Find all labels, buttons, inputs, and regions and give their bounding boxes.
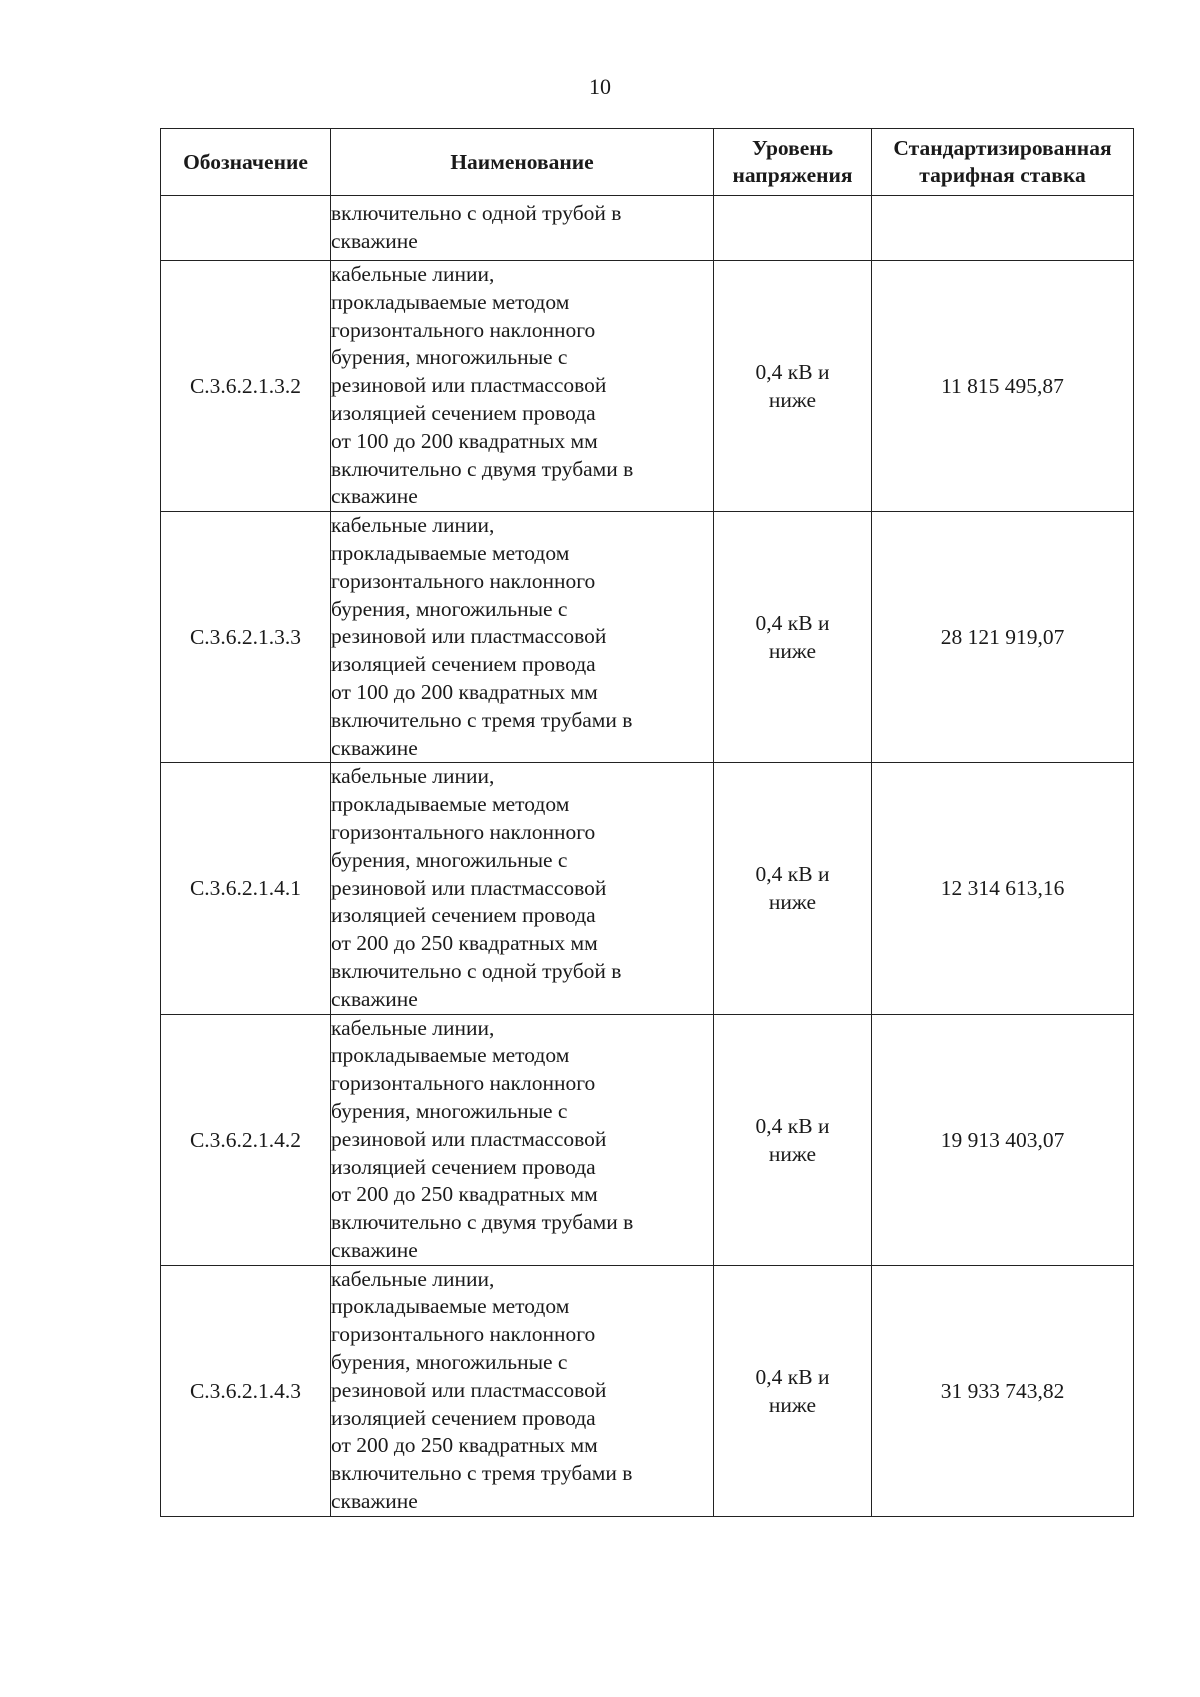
name-line: скважине <box>331 1489 418 1514</box>
name-line: горизонтального наклонного <box>331 568 596 593</box>
name-line: скважине <box>331 735 418 760</box>
name-line: от 100 до 200 квадратных мм <box>331 679 598 704</box>
name-line: от 200 до 250 квадратных мм <box>331 931 598 956</box>
continuation-code-cell <box>161 196 331 261</box>
voltage-level-cell <box>714 1265 872 1516</box>
name-line: изоляцией сечением провода <box>331 1154 596 1179</box>
name-line: скважине <box>331 484 418 509</box>
continuation-name-cell <box>331 196 714 261</box>
name-line: резиновой или пластмассовой <box>331 373 607 398</box>
code-cell: С.3.6.2.1.4.1 <box>161 763 331 1014</box>
voltage-level-line: 0,4 кВ и <box>755 1364 830 1389</box>
header-voltage-level-line2: напряжения <box>732 163 853 187</box>
name-line: резиновой или пластмассовой <box>331 624 607 649</box>
name-cell <box>331 1014 714 1265</box>
table-row <box>161 1265 1134 1516</box>
name-line: изоляцией сечением провода <box>331 903 596 928</box>
page-number: 10 <box>589 74 611 99</box>
header-tariff-rate-line1: Стандартизированная <box>893 136 1112 160</box>
header-name: Наименование <box>331 129 714 196</box>
name-line: от 200 до 250 квадратных мм <box>331 1433 598 1458</box>
name-line: изоляцией сечением провода <box>331 400 596 425</box>
name-line: бурения, многожильные с <box>331 596 568 621</box>
name-line: прокладываемые методом <box>331 289 570 314</box>
tariff-rate-cell: 19 913 403,07 <box>872 1014 1134 1265</box>
name-line: горизонтального наклонного <box>331 1071 596 1096</box>
header-tariff-rate-line2: тарифная ставка <box>919 163 1086 187</box>
name-line: бурения, многожильные с <box>331 847 568 872</box>
name-line: кабельные линии, <box>331 764 495 789</box>
name-line: кабельные линии, <box>331 1015 495 1040</box>
code-cell: С.3.6.2.1.4.2 <box>161 1014 331 1265</box>
name-line: изоляцией сечением провода <box>331 652 596 677</box>
name-line: включительно с одной трубой в <box>331 958 622 983</box>
name-line: включительно с двумя трубами в <box>331 456 634 481</box>
name-line: включительно с двумя трубами в <box>331 1210 634 1235</box>
name-line: бурения, многожильные с <box>331 1098 568 1123</box>
voltage-level-line: 0,4 кВ и <box>755 1113 830 1138</box>
continuation-row <box>161 196 1134 261</box>
voltage-level-cell <box>714 261 872 512</box>
name-line: прокладываемые методом <box>331 1294 570 1319</box>
name-line: скважине <box>331 229 418 253</box>
name-line: включительно с тремя трубами в <box>331 707 633 732</box>
name-line: резиновой или пластмассовой <box>331 1126 607 1151</box>
name-line: кабельные линии, <box>331 262 495 286</box>
tariff-table <box>160 128 1134 1517</box>
voltage-level-line: 0,4 кВ и <box>755 862 830 887</box>
table-header-row <box>161 129 1134 196</box>
name-line: бурения, многожильные с <box>331 1350 568 1375</box>
tariff-rate-cell: 28 121 919,07 <box>872 512 1134 763</box>
name-cell <box>331 763 714 1014</box>
table-row <box>161 512 1134 763</box>
name-line: бурения, многожильные с <box>331 345 568 370</box>
voltage-level-line: ниже <box>768 890 817 915</box>
table-row <box>161 261 1134 512</box>
tariff-rate-cell: 11 815 495,87 <box>872 261 1134 512</box>
name-line: резиновой или пластмассовой <box>331 875 607 900</box>
name-line: горизонтального наклонного <box>331 1322 596 1347</box>
name-cell <box>331 1265 714 1516</box>
voltage-level-cell <box>714 763 872 1014</box>
name-line: горизонтального наклонного <box>331 819 596 844</box>
voltage-level-cell <box>714 1014 872 1265</box>
tariff-rate-cell: 31 933 743,82 <box>872 1265 1134 1516</box>
header-tariff-rate <box>872 129 1134 196</box>
name-cell <box>331 512 714 763</box>
voltage-level-line: 0,4 кВ и <box>755 360 830 385</box>
voltage-level-line: ниже <box>768 1141 817 1166</box>
continuation-level-cell <box>714 196 872 261</box>
tariff-rate-cell: 12 314 613,16 <box>872 763 1134 1014</box>
header-voltage-level <box>714 129 872 196</box>
header-code: Обозначение <box>161 129 331 196</box>
name-line: прокладываемые методом <box>331 540 570 565</box>
name-line: резиновой или пластмассовой <box>331 1377 607 1402</box>
name-line: от 100 до 200 квадратных мм <box>331 428 598 453</box>
name-line: кабельные линии, <box>331 513 495 538</box>
name-line: от 200 до 250 квадратных мм <box>331 1182 598 1207</box>
name-line: изоляцией сечением провода <box>331 1405 596 1430</box>
name-cell <box>331 261 714 512</box>
name-line: прокладываемые методом <box>331 1043 570 1068</box>
voltage-level-line: ниже <box>768 639 817 664</box>
header-voltage-level-line1: Уровень <box>751 136 834 160</box>
voltage-level-line: ниже <box>768 388 817 413</box>
name-line: включительно с тремя трубами в <box>331 1461 633 1486</box>
name-line: горизонтального наклонного <box>331 317 596 342</box>
name-line: включительно с одной трубой в <box>331 201 622 226</box>
voltage-level-line: ниже <box>768 1392 817 1417</box>
voltage-level-cell <box>714 512 872 763</box>
voltage-level-line: 0,4 кВ и <box>755 611 830 636</box>
name-line: скважине <box>331 986 418 1011</box>
name-line: прокладываемые методом <box>331 792 570 817</box>
continuation-rate-cell <box>872 196 1134 261</box>
code-cell: С.3.6.2.1.4.3 <box>161 1265 331 1516</box>
table-row <box>161 1014 1134 1265</box>
table-row <box>161 763 1134 1014</box>
code-cell: С.3.6.2.1.3.3 <box>161 512 331 763</box>
name-line: скважине <box>331 1237 418 1262</box>
code-cell: С.3.6.2.1.3.2 <box>161 261 331 512</box>
name-line: кабельные линии, <box>331 1266 495 1291</box>
